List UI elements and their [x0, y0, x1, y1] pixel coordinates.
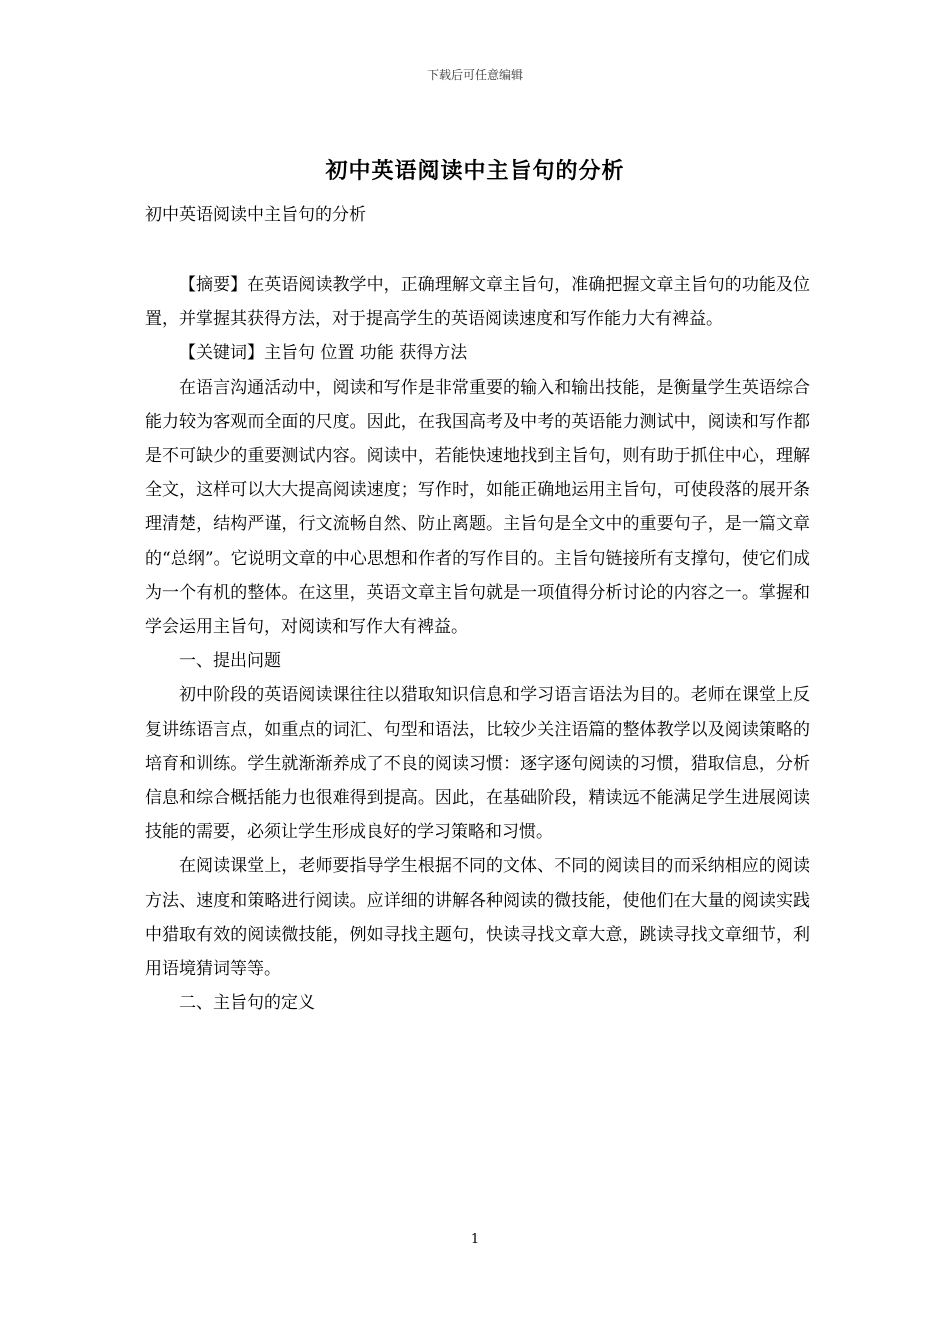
section-heading: 一、提出问题	[179, 651, 281, 672]
document-body	[145, 268, 810, 1020]
body-paragraph: 在语言沟通活动中，阅读和写作是非常重要的输入和输出技能，是衡量学生英语综合能力较为客观而全面的尺度。因此，在我国高考及中考的英语能力测试中，阅读和写作都是不可缺少的重要测试内容。阅读中，若能快速地找到主旨句，则有助于抓住中心，理解全文，这样可以大大提高阅读速度；写作时，如能正确地运用主旨句，可使段落的展开条理清楚，结构严谨，行文流畅自然、防止离题。主旨句是全文中的重要句子，是一篇文章的“总纲”。它说明文章的中心思想和作者的写作目的。主旨句链接所有支撑句，使它们成为一个有机的整体。在这里，英语文章主旨句就是一项值得分析讨论的内容之一。掌握和学会运用主旨句，对阅读和写作大有裨益。	[145, 377, 810, 638]
document-subtitle: 初中英语阅读中主旨句的分析	[145, 205, 366, 225]
keywords-paragraph: 【关键词】主旨句 位置 功能 获得方法	[179, 343, 468, 364]
document-title: 初中英语阅读中主旨句的分析	[325, 158, 625, 184]
section-heading: 二、主旨句的定义	[179, 993, 315, 1014]
body-paragraph: 初中阶段的英语阅读课往往以猎取知识信息和学习语言语法为目的。老师在课堂上反复讲练语言点，如重点的词汇、句型和语法，比较少关注语篇的整体教学以及阅读策略的培育和训练。学生就渐渐养成了不良的阅读习惯：逐字逐句阅读的习惯，猎取信息，分析信息和综合概括能力也很难得到提高。因此，在基础阶段，精读远不能满足学生进展阅读技能的需要，必须让学生形成良好的学习策略和习惯。	[145, 685, 810, 843]
header-note: 下载后可任意编辑	[426, 68, 523, 82]
abstract-paragraph: 【摘要】在英语阅读教学中，正确理解文章主旨句，准确把握文章主旨句的功能及位置，并掌握其获得方法，对于提高学生的英语阅读速度和写作能力大有裨益。	[145, 275, 810, 330]
page-number: 1	[470, 1232, 480, 1247]
body-paragraph: 在阅读课堂上，老师要指导学生根据不同的文体、不同的阅读目的而采纳相应的阅读方法、速度和策略进行阅读。应详细的讲解各种阅读的微技能，使他们在大量的阅读实践中猎取有效的阅读微技能，例如寻找主题句，快读寻找文章大意，跳读寻找文章细节，利用语境猜词等等。	[145, 856, 810, 980]
